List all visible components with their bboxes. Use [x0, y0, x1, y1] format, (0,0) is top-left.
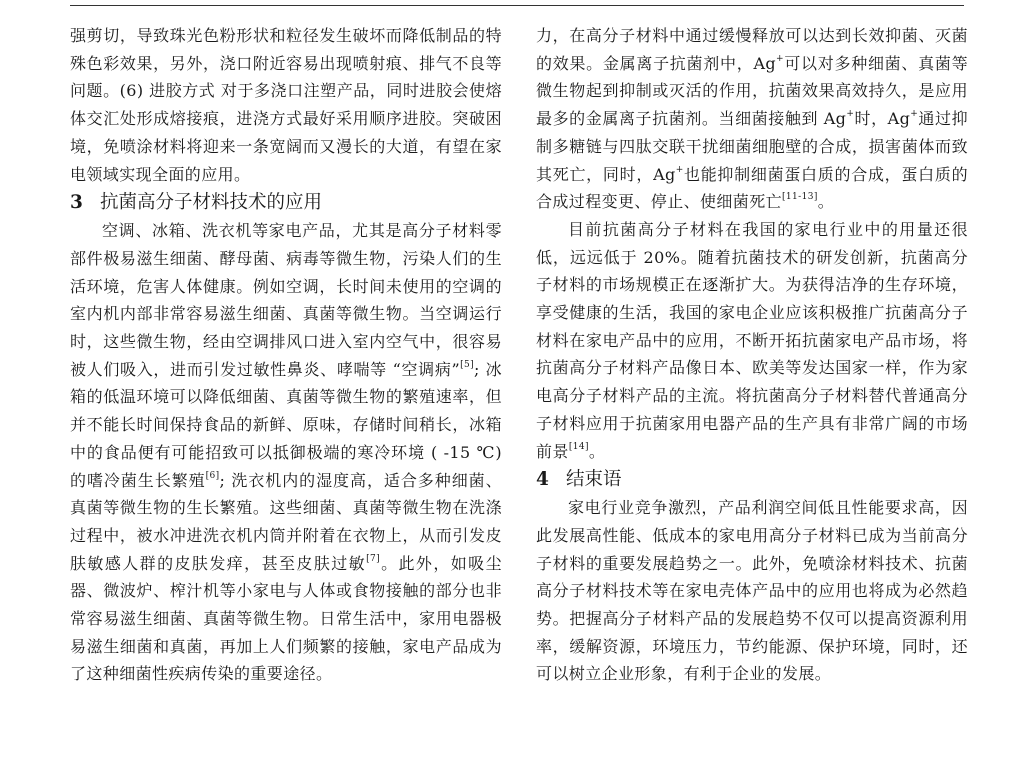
section-number: 4 [536, 469, 549, 491]
paragraph-injection-method: 强剪切，导致珠光色粉形状和粒径发生破坏而降低制品的特殊色彩效果，另外，浇口附近容易出现喷射痕、排气不良等问题。(6) 进胶方式 对于多浇口注塑产品，同时进胶会使熔体交汇处形成熔接痕，进浇方式最好采用顺序进胶。突破困境，免喷涂材料将迎来一条宽阔而又漫长的大道，有望在家电领域实现全面的应用。 [70, 26, 502, 184]
citation-ref: [6] [205, 470, 220, 481]
section-title: 抗菌高分子材料技术的应用 [100, 192, 323, 214]
paragraph-market-outlook [536, 216, 968, 465]
citation-ref: [11-13] [782, 192, 818, 203]
text-run: 空调、冰箱、洗衣机等家电产品，尤其是高分子材料零部件极易滋生细菌、酵母菌、病毒等微生物，污染人们的生活环境，危害人体健康。例如空调，长时间未使用的空调的室内机内部非常容易滋生细菌、真菌等微生物。当空调运行时，这些微生物，经由空调排风口进入室内空气中，很容易被人们吸入，进而引发过敏性鼻炎、哮喘等 “空调病” [70, 221, 502, 379]
superscript-charge: + [910, 109, 919, 120]
citation-ref: [7] [366, 553, 381, 564]
text-run: 。 [588, 441, 606, 461]
superscript-charge: + [675, 164, 684, 175]
text-run: 目前抗菌高分子材料在我国的家电行业中的用量还很低，远远低于 20%。随着抗菌技术的研发创新，抗菌高分子材料的市场规模正在逐渐扩大。为获得洁净的生存环境，享受健康的生活，我国的家电企业应该积极推广抗菌高分子材料在家电产品中的应用，不断开拓抗菌家电产品市场，将抗菌高分子材料产品像日本、欧美等发达国家一样，作为家电高分子材料产品的主流。将抗菌高分子材料替代普通高分子材料应用于抗菌家用电器产品的生产具有非常广阔的市场前景 [536, 219, 968, 461]
section-number: 3 [70, 192, 83, 214]
text-run: ; 冰箱的低温环境可以降低细菌、真菌等微生物的繁殖速率，但并不能长时间保持食品的新鲜、原味，存储时间稍长，冰箱中的食品便有可能招致可以抵御极端的寒冷环境 ( -15 ℃) 的嗜冷菌生长繁殖 [70, 359, 502, 490]
section-heading-4 [536, 465, 968, 494]
superscript-charge: + [776, 53, 784, 64]
right-column [536, 22, 968, 688]
paragraph-microbes-in-appliances [70, 217, 502, 688]
text-run: 可以对多种细菌、真菌等微生物起到抑制或灭活的作用，抗菌效果高效持久，是应用最多的金属离子抗菌剂。当细菌接触到 Ag [536, 53, 968, 129]
section-title: 结束语 [566, 469, 622, 491]
top-rule [70, 5, 964, 6]
text-run: 通过抑制多糖链与四肽交联干扰细菌细胞壁的合成，损害菌体而致其死亡，同时，Ag [536, 109, 969, 184]
text-run: 。此外，如吸尘器、微波炉、榨汁机等小家电与人体或食物接触的部分也非常容易滋生细菌、真菌等微生物。日常生活中，家用电器极易滋生细菌和真菌，再加上人们频繁的接触，家电产品成为了这种细菌性疾病传染的重要途径。 [70, 553, 502, 684]
section-heading-3 [70, 188, 502, 217]
text-run: 也能抑制细菌蛋白质的合成，蛋白质的合成过程变更、停止、使细菌死亡 [536, 164, 968, 212]
citation-ref: [14] [568, 441, 589, 452]
text-run: 。 [817, 192, 835, 212]
text-run: 时，Ag [854, 109, 911, 129]
text-run: 力，在高分子材料中通过缓慢释放可以达到长效抑菌、灭菌的效果。金属离子抗菌剂中，Ag [536, 26, 968, 73]
text-run: ; 洗衣机内的湿度高，适合多种细菌、真菌等微生物的生长繁殖。这些细菌、真菌等微生物在洗涤过程中，被水冲进洗衣机内筒并附着在衣物上，从而引发皮肤敏感人群的皮肤发痒，甚至皮肤过敏 [70, 470, 502, 573]
paragraph-conclusion: 家电行业竞争激烈，产品利润空间低且性能要求高，因此发展高性能、低成本的家电用高分子材料已成为当前高分子材料的重要发展趋势之一。此外，免喷涂材料技术、抗菌高分子材料技术等在家电壳体产品中的应用也将成为必然趋势。把握高分子材料产品的发展趋势不仅可以提高资源利用率，缓解资源，环境压力，节约能源、保护环境，同时，还可以树立企业形象，有利于企业的发展。 [536, 498, 968, 684]
paragraph-silver-ion-antibacterial [536, 22, 968, 216]
superscript-charge: + [846, 109, 855, 120]
citation-ref: [5] [460, 359, 475, 370]
left-column [70, 22, 502, 688]
